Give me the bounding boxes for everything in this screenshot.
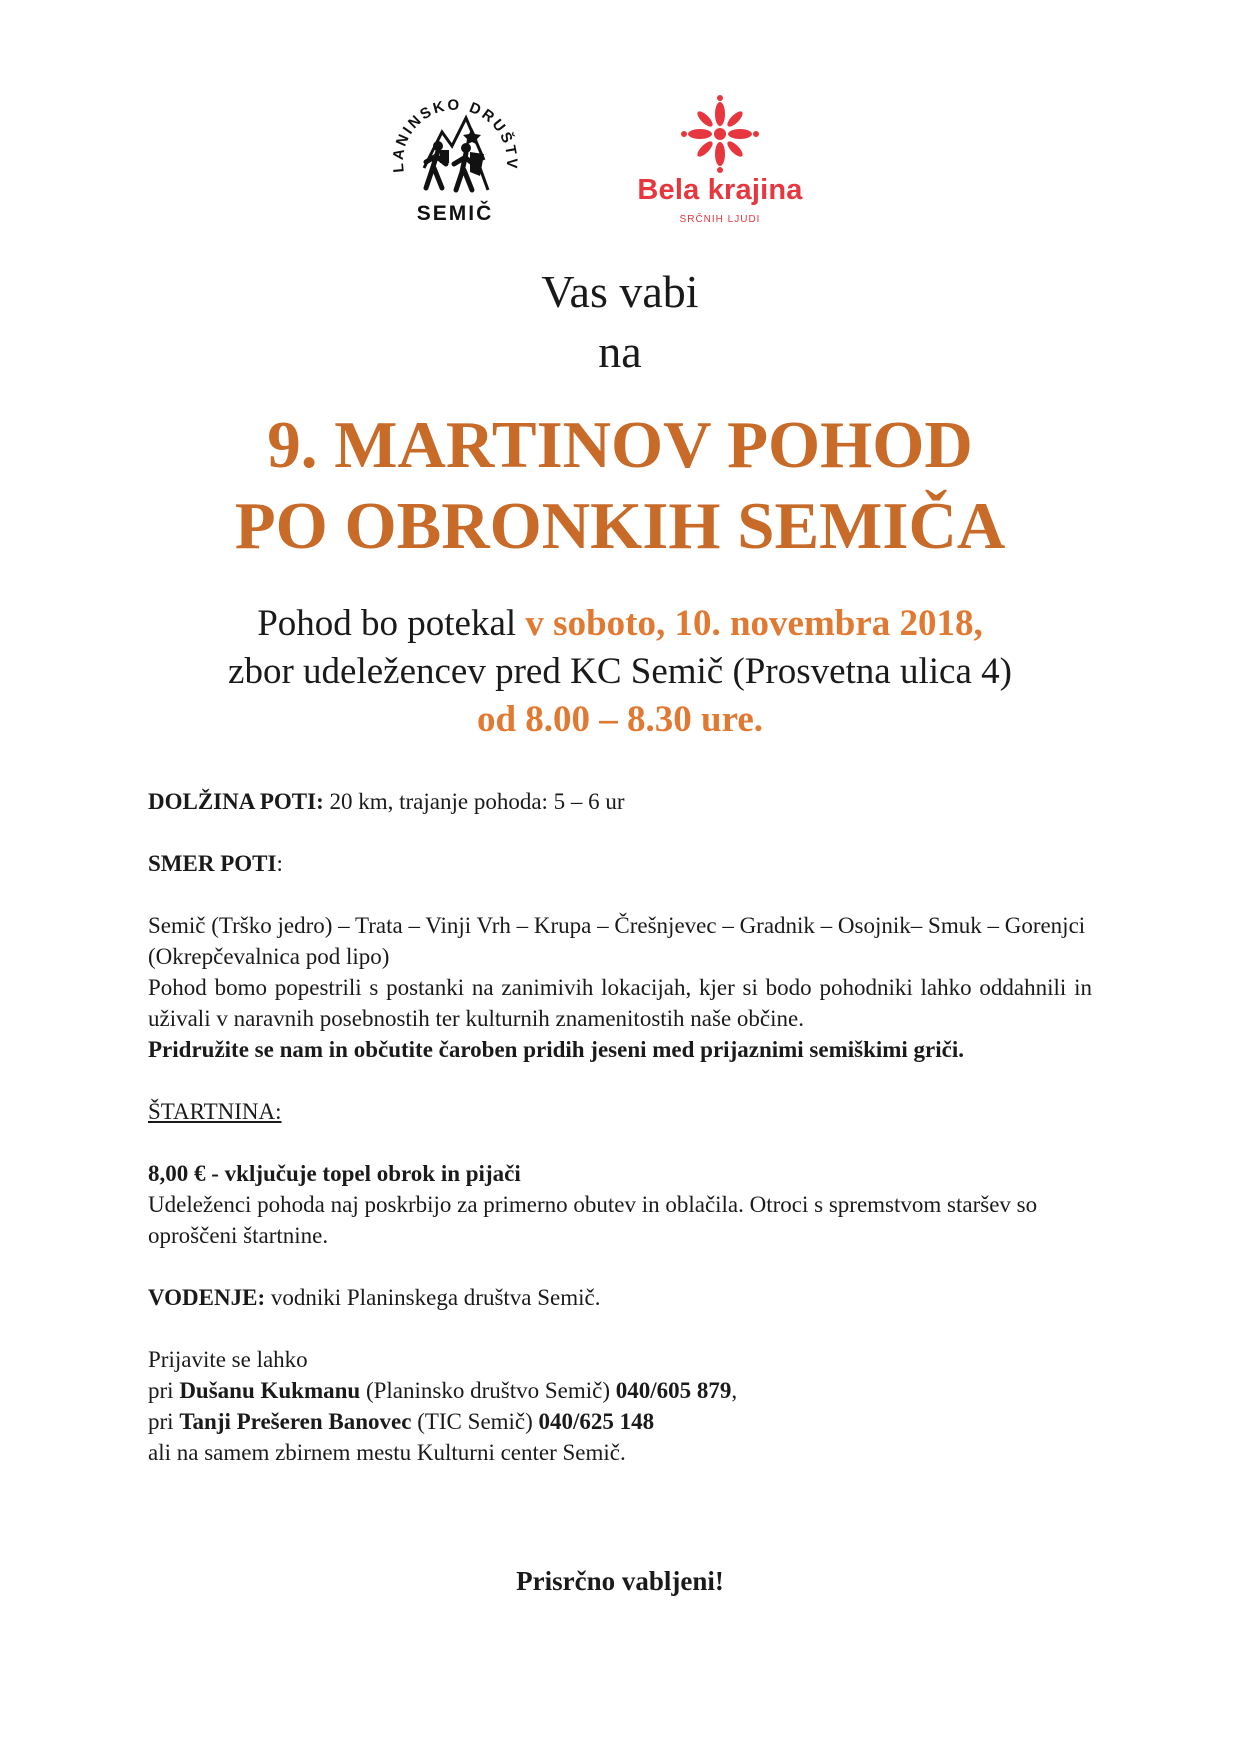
logo-arc-text: LANINSKO DRUŠTV [389,96,521,174]
registration-alternative: ali na samem zbirnem mestu Kulturni center Semič. [148,1440,626,1465]
invitation-line-1: Vas vabi [541,266,699,317]
invitation-heading [0,262,1240,382]
closing-greeting: Prisrčno vabljeni! [516,1566,724,1596]
route-direction-label: SMER POTI [148,851,277,876]
fee-amount: 8,00 € - vključuje topel obrok in pijači [148,1161,521,1186]
registration-contact-2: pri Tanji Prešeren Banovec (TIC Semič) 040/625 148 [148,1409,655,1434]
invitation-line-2: na [598,326,642,377]
event-time: od 8.00 – 8.30 ure. [476,699,764,740]
guides-text: vodniki Planinskega društva Semič. [265,1285,601,1310]
bela-krajina-flower-icon [620,94,820,174]
event-when [0,600,1240,744]
route-call-to-action: Pridružite se nam in občutite čaroben pridih jeseni med prijaznimi semiškimi griči. [148,1037,965,1062]
guides-label: VODENJE: [148,1285,266,1310]
event-title [0,405,1240,567]
guides [148,1282,1092,1313]
fee-note: Udeleženci pohoda naj poskrbijo za primerno obutev in oblačila. Otroci s spremstvom staršev so oproščeni štartnine. [148,1192,1038,1248]
logo-area [0,88,1240,238]
contact-2-name: Tanji Prešeren Banovec [179,1409,412,1434]
route-length [148,786,1092,817]
planinsko-drustvo-logo [380,88,530,228]
contact-1-phone: 040/605 879 [615,1378,732,1403]
contact-1-name: Dušanu Kukmanu [179,1378,361,1403]
route-direction-heading: SMER POTI: [148,851,283,876]
event-title-line-2: PO OBRONKIH SEMIČA [234,489,1006,563]
bela-krajina-name: Bela krajina [637,174,803,206]
svg-text:PLANINSKO DRUŠTVO [380,88,520,173]
registration-contact-1: pri Dušanu Kukmanu (Planinsko društvo Semič) 040/605 879, [148,1378,738,1403]
event-date-intro: Pohod bo potekal [257,603,526,644]
bela-krajina-logo [620,94,820,229]
logo-name: SEMIČ [416,202,494,225]
contact-2-phone: 040/625 148 [538,1409,655,1434]
contact-1-org: (Planinsko društvo Semič) [360,1378,616,1403]
event-title-line-1: 9. MARTINOV POHOD [267,408,973,482]
route-description: Pohod bomo popestrili s postanki na zanimivih lokacijah, kjer si bodo pohodniki lahko oddahnili in uživali v naravnih posebnostih ter kulturnih znamenitostih naše občine. [148,975,1092,1031]
event-date: v soboto, 10. novembra 2018, [525,603,983,644]
route-length-label: DOLŽINA POTI: [148,789,324,814]
event-meeting-point: zbor udeležencev pred KC Semič (Prosvetna ulica 4) [228,651,1012,692]
bela-krajina-tagline: SRČNIH LJUDI [679,214,761,225]
contact-2-org: (TIC Semič) [411,1409,539,1434]
route-direction-text: Semič (Trško jedro) – Trata – Vinji Vrh – Krupa – Črešnjevec – Gradnik – Osojnik– Smuk – Gorenjci (Okrepčevalnica pod lipo) [148,913,1086,969]
event-details [148,786,1092,1468]
registration-intro: Prijavite se lahko [148,1347,308,1372]
event-date-line [0,600,1240,648]
route-length-value: 20 km, trajanje pohoda: 5 – 6 ur [323,789,625,814]
fee-label: ŠTARTNINA: [148,1099,282,1124]
